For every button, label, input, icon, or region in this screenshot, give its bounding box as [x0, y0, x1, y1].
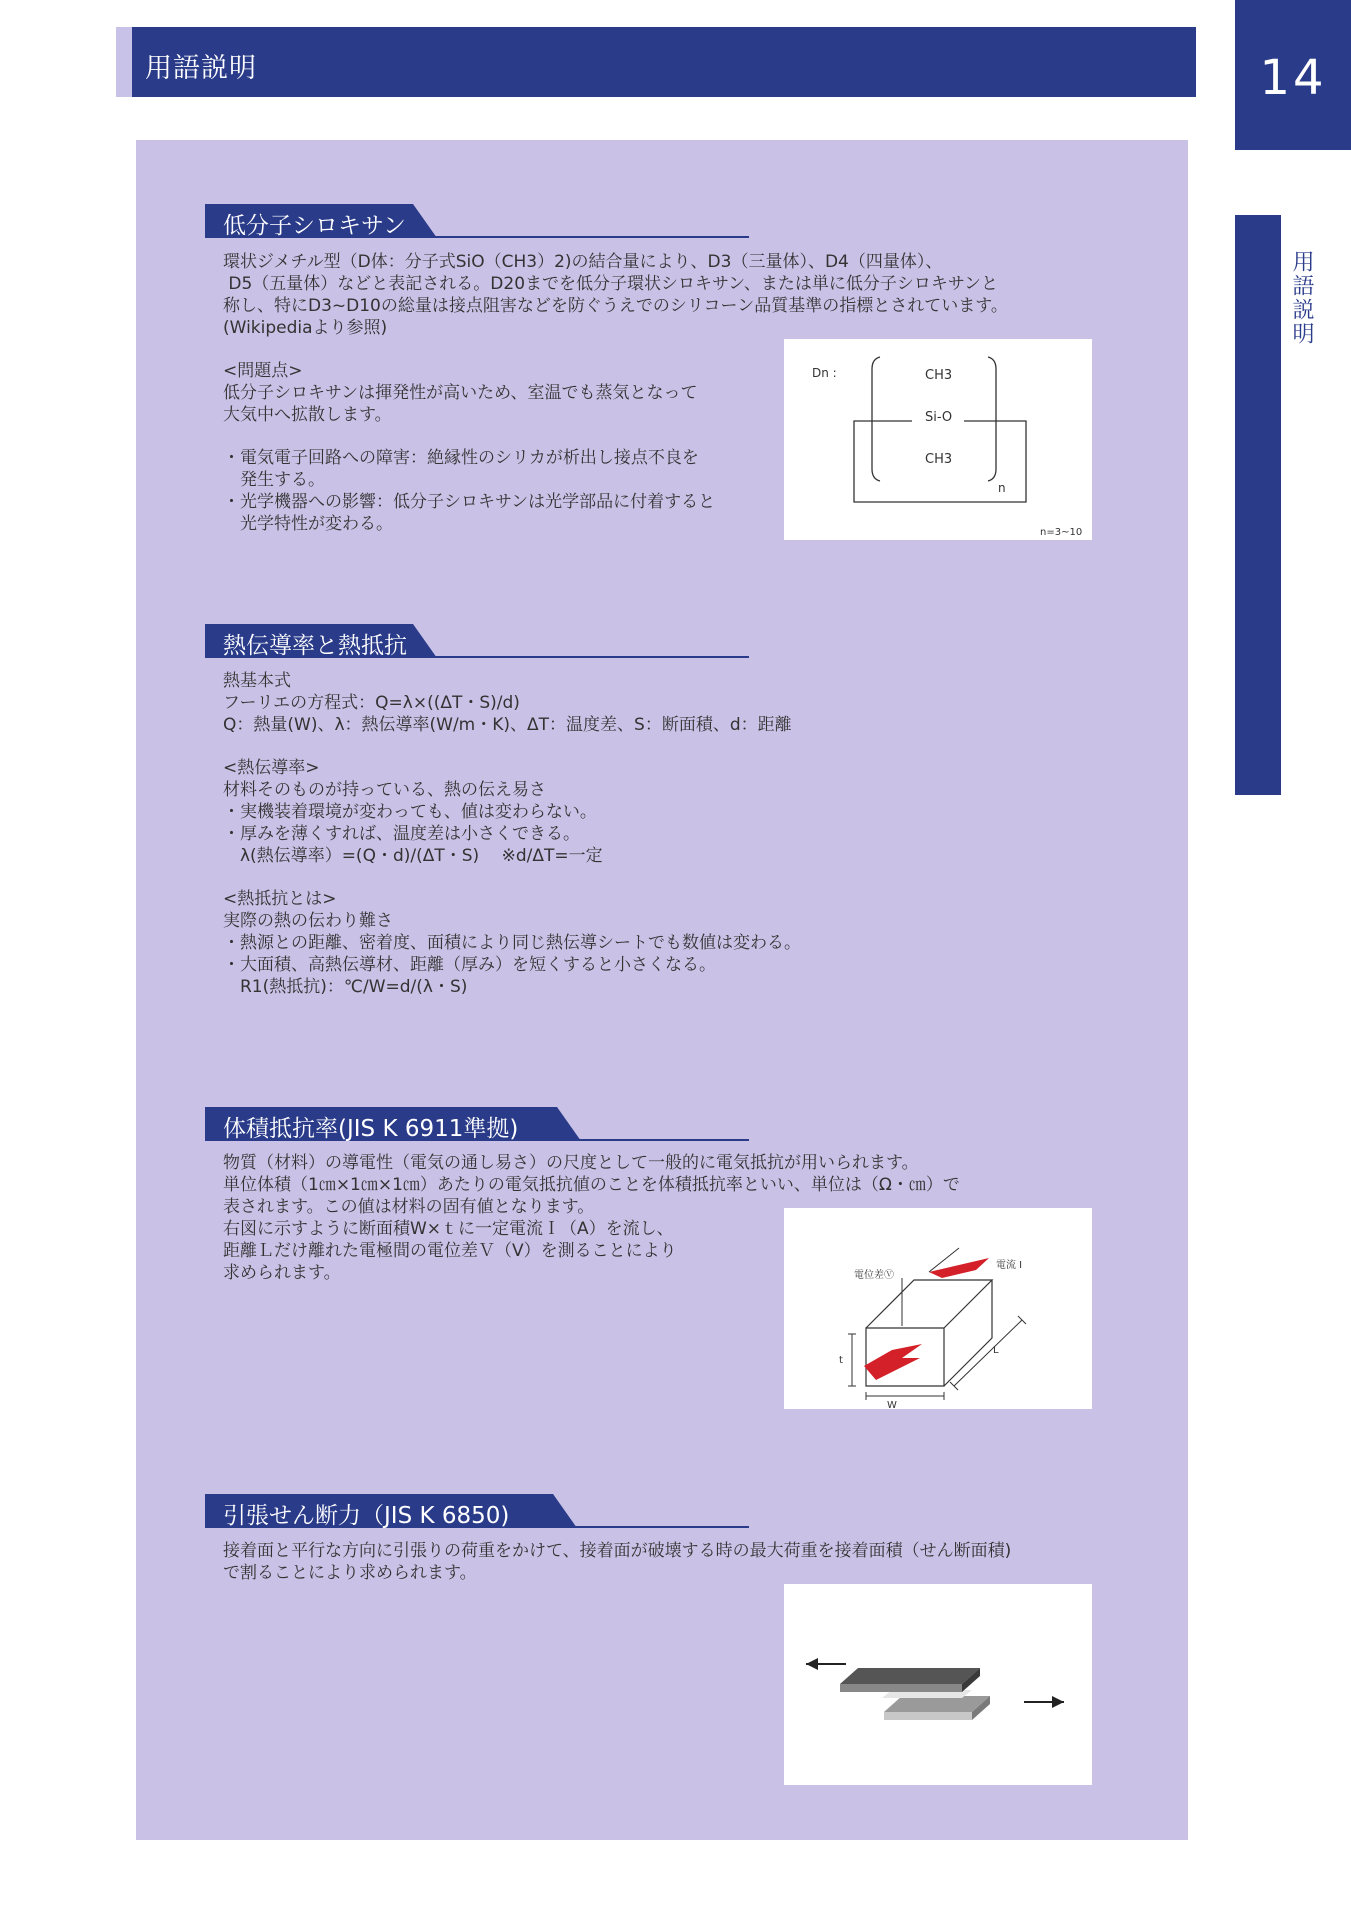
- top-plate-front: [840, 1684, 962, 1692]
- section-heading-shear: [205, 1494, 749, 1528]
- tensile-shear-figure: [784, 1584, 1092, 1785]
- paragraph: <熱伝導率> 材料そのものが持っている、熱の伝え易さ ・実機装着環境が変わっても、値は変わらない。 ・厚みを薄くすれば、温度差は小さくできる。 λ(熱伝導率）=(Q・d)/(ΔT・S) ※d/ΔT=一定: [223, 758, 603, 866]
- l-dimension: [950, 1316, 1026, 1390]
- label-w: W: [887, 1400, 897, 1409]
- paragraph: <問題点> 低分子シロキサンは揮発性が高いため、室温でも蒸気となって 大気中へ拡散します。: [223, 361, 698, 425]
- label-t: t: [839, 1355, 843, 1366]
- block-top: [866, 1280, 992, 1328]
- right-arrow-head: [1052, 1696, 1064, 1708]
- header-bar: [116, 27, 1196, 97]
- figure-label-ch3-top: CH3: [925, 368, 953, 383]
- top-plate-top: [840, 1668, 980, 1684]
- paragraph: 物質（材料）の導電性（電気の通し易さ）の尺度として一般的に電気抵抗が用いられます。 単位体積（1㎝×1㎝×1㎝）あたりの電気抵抗値のことを体積抵抗率といい、単位は（Ω・㎝）で 表されます。この値は材料の固有値となります。 右図に示すように断面積W×ｔに一定電流Ｉ（A）を流し、 距離Ｌだけ離れた電極間の電位差Ｖ（V）を測ることにより 求められます。: [223, 1153, 960, 1283]
- section-title: 引張せん断力（JIS K 6850): [223, 1503, 510, 1529]
- block-side: [944, 1280, 992, 1386]
- t-dimension: [848, 1334, 856, 1386]
- paragraph: 接着面と平行な方向に引張りの荷重をかけて、接着面が破壊する時の最大荷重を接着面積（せん断面積) で割ることにより求められます。: [223, 1541, 1012, 1583]
- bottom-plate-top: [884, 1696, 990, 1712]
- paragraph: 熱基本式 フーリエの方程式：Q=λ×((ΔT・S)/d) Q：熱量(W)、λ：熱伝導率(W/m・K)、ΔT：温度差、S：断面積、d：距離: [223, 671, 792, 735]
- page-number: 14: [1259, 50, 1327, 106]
- paragraph: <熱抵抗とは> 実際の熱の伝わり難さ ・熱源との距離、密着度、面積により同じ熱伝導シートでも数値は変わる。 ・大面積、高熱伝導材、距離（厚み）を短くすると小さくなる。 R1(熱抵抗)：℃/W=d/(λ・S): [223, 889, 801, 997]
- figure-note: n=3~10: [1040, 527, 1083, 538]
- w-dimension: [866, 1392, 944, 1400]
- right-bracket: [988, 357, 996, 481]
- section-heading-volume-resistivity: [205, 1107, 749, 1141]
- electrode-front: [864, 1344, 922, 1380]
- section-heading-siloxane: [205, 204, 749, 238]
- label-l: L: [993, 1345, 999, 1356]
- header-accent: [116, 27, 132, 97]
- side-tab: [1235, 215, 1281, 795]
- figure-label-n: n: [998, 481, 1006, 495]
- figure-label-dn: Dn :: [812, 366, 837, 380]
- figure-label-ch3-bottom: CH3: [925, 452, 953, 467]
- page-title: 用語説明: [145, 53, 257, 84]
- section-title: 熱伝導率と熱抵抗: [223, 633, 407, 659]
- siloxane-structure-figure: [784, 339, 1092, 540]
- electrode-top: [929, 1258, 989, 1278]
- left-arrow-head: [806, 1658, 818, 1670]
- section-title: 低分子シロキサン: [223, 213, 406, 239]
- figure-label-sio: Si-O: [925, 410, 953, 425]
- bottom-plate-front: [884, 1712, 972, 1720]
- section-heading-thermal: [205, 624, 749, 658]
- volume-resistivity-figure: [784, 1208, 1092, 1409]
- paragraph: 環状ジメチル型（D体：分子式SiO（CH3）2)の結合量により、D3（三量体）、D4（四量体）、 D5（五量体）などと表記される。D20までを低分子環状シロキサン、または単に低分子シロキサンと 称し、特にD3~D10の総量は接点阻害などを防ぐうえでのシリコーン品質基準の指標とされています。 (Wikipediaより参照): [223, 252, 1008, 338]
- section-title: 体積抵抗率(JIS K 6911準拠): [223, 1116, 519, 1142]
- left-bracket: [872, 357, 880, 481]
- side-tab-label: 用語説明: [1289, 250, 1314, 346]
- paragraph: ・電気電子回路への障害：絶縁性のシリカが析出し接点不良を 発生する。 ・光学機器への影響：低分子シロキサンは光学部品に付着すると 光学特性が変わる。: [223, 448, 716, 534]
- label-current: 電流 I: [996, 1260, 1023, 1271]
- label-potential: 電位差Ⓥ: [854, 1270, 894, 1281]
